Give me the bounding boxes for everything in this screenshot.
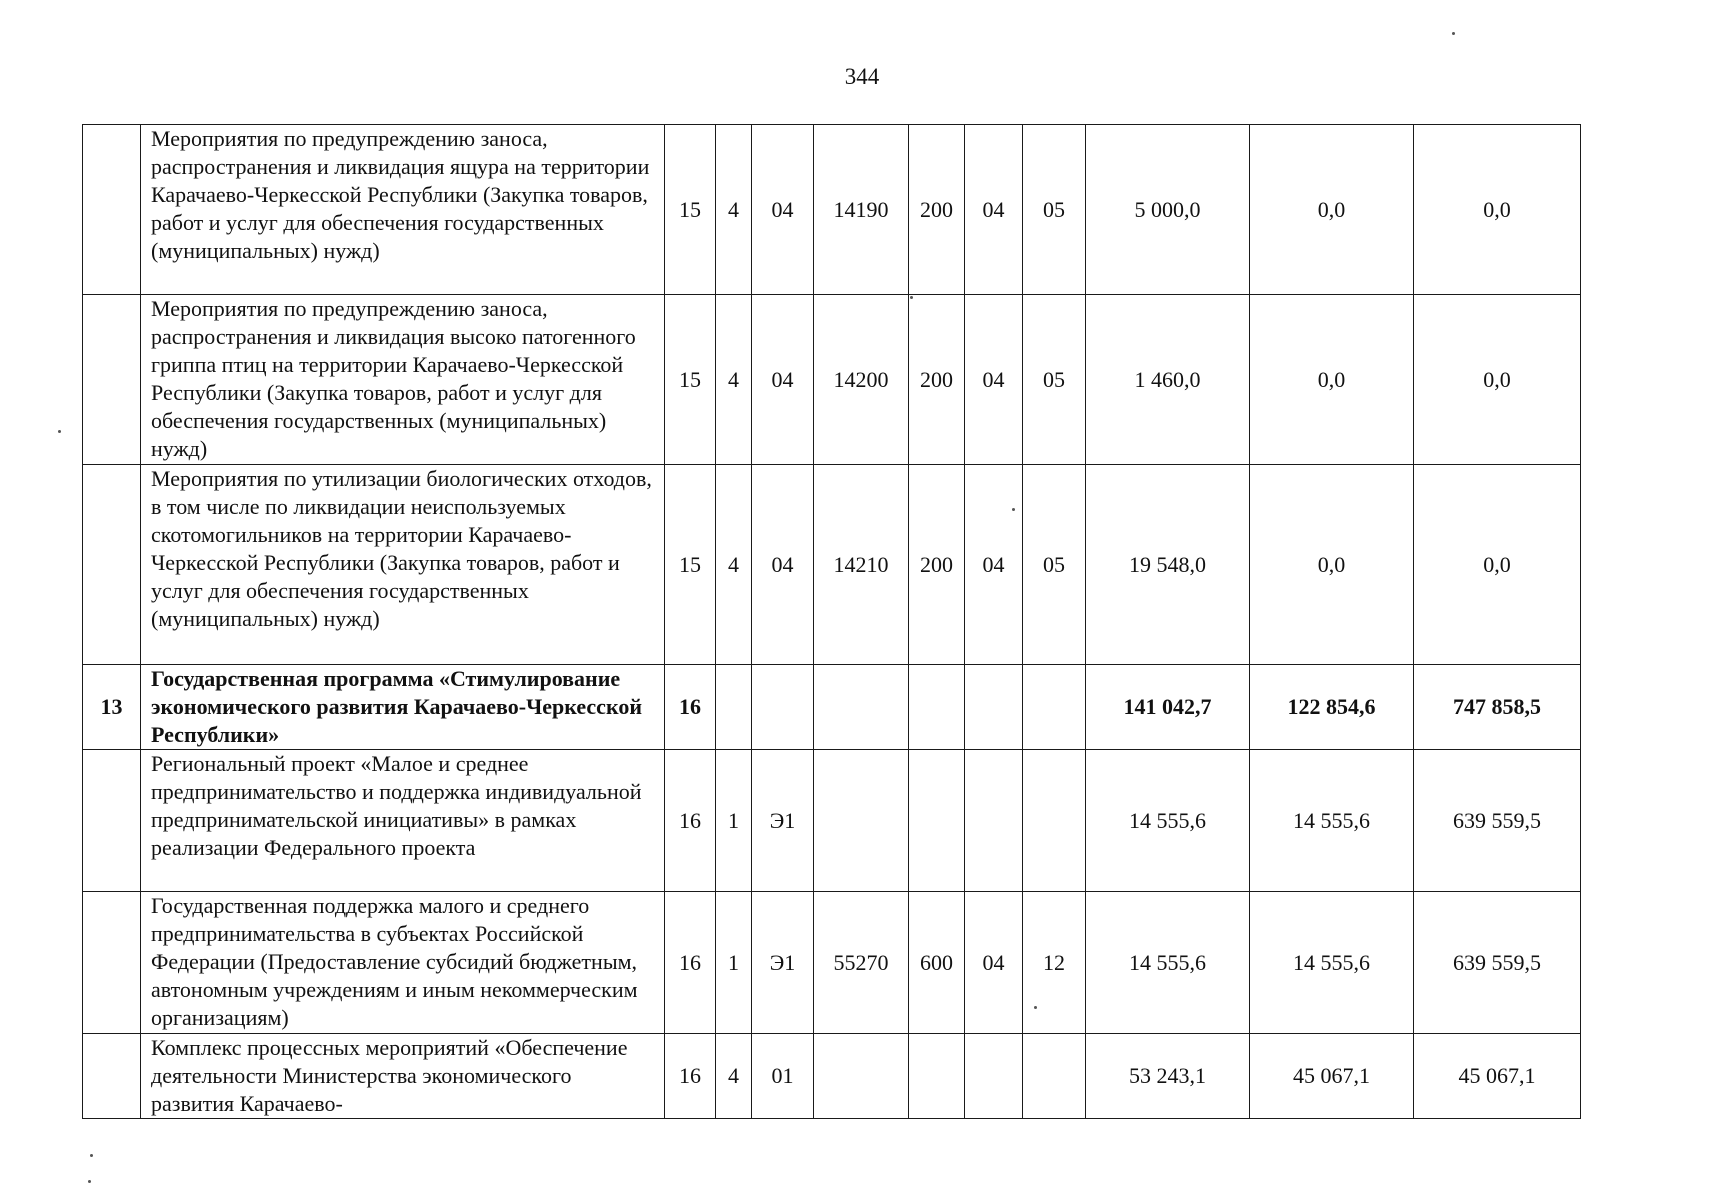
code-subprogram-cell: 1	[716, 892, 752, 1034]
amount-year-1-cell: 53 243,1	[1086, 1034, 1250, 1119]
code-subprogram-cell: 4	[716, 125, 752, 295]
code-event-cell: 04	[752, 295, 814, 465]
code-subprogram-cell	[716, 665, 752, 750]
table-row	[83, 125, 1581, 295]
item-name-cell: Государственная программа «Стимулирование экономического развития Карачаево-Черкесской Республики»	[141, 665, 665, 750]
code-event-cell	[752, 665, 814, 750]
amount-year-2-cell: 122 854,6	[1250, 665, 1414, 750]
row-number-cell	[83, 295, 141, 465]
code-section-cell: 04	[965, 125, 1023, 295]
amount-year-1-cell: 1 460,0	[1086, 295, 1250, 465]
row-number-cell	[83, 750, 141, 892]
code-subsection-cell	[1023, 665, 1086, 750]
code-direction-cell	[814, 665, 909, 750]
code-subsection-cell: 05	[1023, 295, 1086, 465]
table-row	[83, 295, 1581, 465]
code-expense-type-cell: 200	[909, 125, 965, 295]
code-expense-type-cell: 600	[909, 892, 965, 1034]
code-subsection-cell	[1023, 1034, 1086, 1119]
code-section-cell: 04	[965, 295, 1023, 465]
code-section-cell: 04	[965, 465, 1023, 665]
amount-year-2-cell: 0,0	[1250, 465, 1414, 665]
code-event-cell: 04	[752, 465, 814, 665]
code-expense-type-cell	[909, 750, 965, 892]
code-subprogram-cell: 4	[716, 1034, 752, 1119]
amount-year-2-cell: 45 067,1	[1250, 1034, 1414, 1119]
code-program-cell: 15	[665, 125, 716, 295]
row-number-cell	[83, 892, 141, 1034]
item-name-cell: Мероприятия по утилизации биологических отходов, в том числе по ликвидации неиспользуемых скотомогильников на территории Карачаево-Черкесской Республики (Закупка товаров, работ и услуг для обеспечения государственных (муниципальных) нужд)	[141, 465, 665, 665]
row-number-cell	[83, 125, 141, 295]
item-name-cell: Мероприятия по предупреждению заноса, распространения и ликвидация ящура на территории Карачаево-Черкесской Республики (Закупка товаров, работ и услуг для обеспечения государственных (муниципальных) нужд)	[141, 125, 665, 295]
code-event-cell: 04	[752, 125, 814, 295]
code-expense-type-cell: 200	[909, 295, 965, 465]
page-number: 344	[844, 64, 880, 89]
table-body	[83, 125, 1581, 1119]
code-program-cell: 15	[665, 465, 716, 665]
code-direction-cell: 55270	[814, 892, 909, 1034]
amount-year-1-cell: 14 555,6	[1086, 750, 1250, 892]
code-expense-type-cell	[909, 665, 965, 750]
table-row	[83, 750, 1581, 892]
table-row	[83, 892, 1581, 1034]
code-subprogram-cell: 1	[716, 750, 752, 892]
amount-year-1-cell: 5 000,0	[1086, 125, 1250, 295]
amount-year-2-cell: 0,0	[1250, 125, 1414, 295]
row-number-cell	[83, 1034, 141, 1119]
code-program-cell: 16	[665, 750, 716, 892]
code-program-cell: 16	[665, 1034, 716, 1119]
amount-year-1-cell: 19 548,0	[1086, 465, 1250, 665]
code-program-cell: 16	[665, 892, 716, 1034]
code-section-cell	[965, 1034, 1023, 1119]
amount-year-3-cell: 0,0	[1414, 465, 1581, 665]
item-name-cell: Мероприятия по предупреждению заноса, распространения и ликвидация высоко патогенного гриппа птиц на территории Карачаево-Черкесской Республики (Закупка товаров, работ и услуг для обеспечения государственных (муниципальных) нужд)	[141, 295, 665, 465]
code-subsection-cell: 05	[1023, 125, 1086, 295]
amount-year-2-cell: 0,0	[1250, 295, 1414, 465]
code-expense-type-cell	[909, 1034, 965, 1119]
code-event-cell: Э1	[752, 750, 814, 892]
amount-year-1-cell: 14 555,6	[1086, 892, 1250, 1034]
code-direction-cell: 14200	[814, 295, 909, 465]
table-row	[83, 465, 1581, 665]
amount-year-3-cell: 0,0	[1414, 295, 1581, 465]
row-number-cell	[83, 465, 141, 665]
code-direction-cell: 14190	[814, 125, 909, 295]
code-direction-cell	[814, 1034, 909, 1119]
code-subprogram-cell: 4	[716, 465, 752, 665]
item-name-cell: Государственная поддержка малого и среднего предпринимательства в субъектах Российской Федерации (Предоставление субсидий бюджетным, автономным учреждениям и иным некоммерческим организациям)	[141, 892, 665, 1034]
code-event-cell: 01	[752, 1034, 814, 1119]
code-section-cell	[965, 665, 1023, 750]
code-subsection-cell: 05	[1023, 465, 1086, 665]
amount-year-2-cell: 14 555,6	[1250, 750, 1414, 892]
budget-table	[82, 124, 1581, 1119]
code-subsection-cell: 12	[1023, 892, 1086, 1034]
code-section-cell: 04	[965, 892, 1023, 1034]
amount-year-3-cell: 0,0	[1414, 125, 1581, 295]
amount-year-3-cell: 45 067,1	[1414, 1034, 1581, 1119]
item-name-cell: Региональный проект «Малое и среднее предпринимательство и поддержка индивидуальной предпринимательской инициативы» в рамках реализации Федерального проекта	[141, 750, 665, 892]
amount-year-3-cell: 639 559,5	[1414, 750, 1581, 892]
row-number-cell: 13	[83, 665, 141, 750]
code-direction-cell	[814, 750, 909, 892]
code-section-cell	[965, 750, 1023, 892]
table-row	[83, 1034, 1581, 1119]
code-program-cell: 16	[665, 665, 716, 750]
amount-year-1-cell: 141 042,7	[1086, 665, 1250, 750]
code-expense-type-cell: 200	[909, 465, 965, 665]
amount-year-3-cell: 747 858,5	[1414, 665, 1581, 750]
amount-year-2-cell: 14 555,6	[1250, 892, 1414, 1034]
code-subsection-cell	[1023, 750, 1086, 892]
code-program-cell: 15	[665, 295, 716, 465]
item-name-cell: Комплекс процессных мероприятий «Обеспечение деятельности Министерства экономического развития Карачаево-	[141, 1034, 665, 1119]
code-subprogram-cell: 4	[716, 295, 752, 465]
amount-year-3-cell: 639 559,5	[1414, 892, 1581, 1034]
code-event-cell: Э1	[752, 892, 814, 1034]
table-row	[83, 665, 1581, 750]
code-direction-cell: 14210	[814, 465, 909, 665]
